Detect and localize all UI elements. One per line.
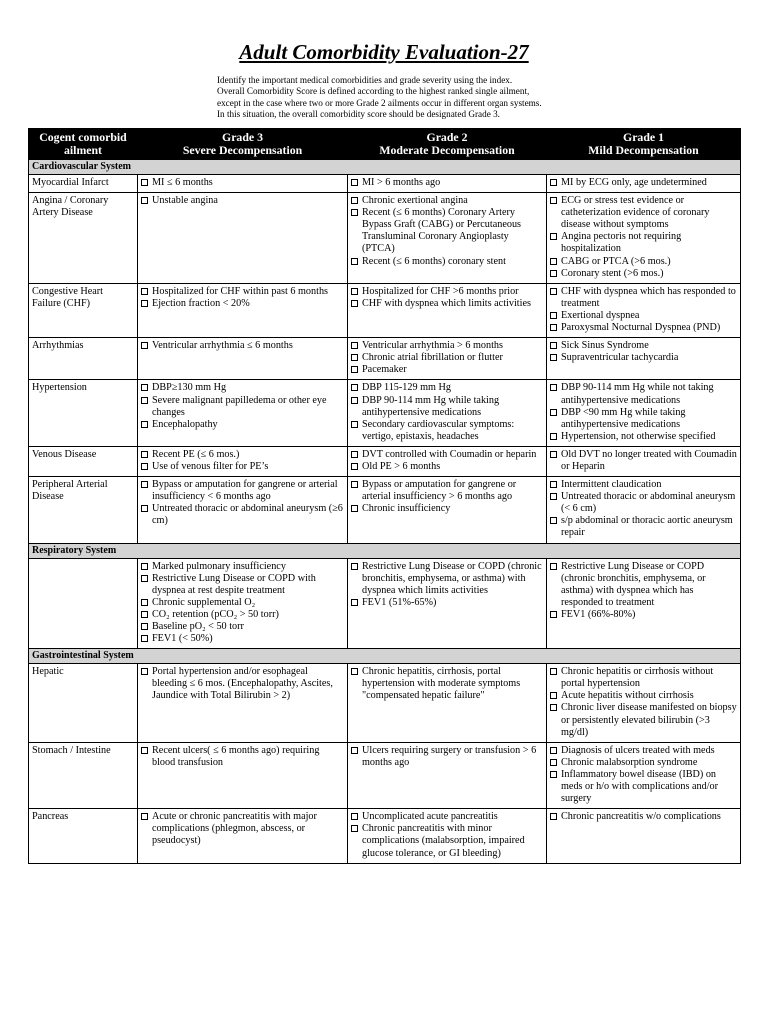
criteria-text: Recent ulcers( ≤ 6 months ago) requiring blood transfusion — [152, 744, 320, 768]
checkbox-icon[interactable] — [141, 384, 148, 391]
criteria-item — [351, 195, 543, 207]
criteria-text: Old DVT no longer treated with Coumadin or Heparin — [561, 448, 737, 472]
criteria-item — [141, 419, 344, 431]
checkbox-icon[interactable] — [550, 288, 557, 295]
checkbox-icon[interactable] — [141, 451, 148, 458]
header-grade-3: Grade 3 Severe Decompensation — [138, 129, 348, 160]
grade-1-cell — [547, 477, 741, 543]
criteria-item — [550, 690, 737, 702]
grade-2-cell — [348, 175, 547, 193]
ailment-name: Hepatic — [29, 664, 138, 743]
header-grade-2: Grade 2 Moderate Decompensation — [348, 129, 547, 160]
section-title: Cardiovascular System — [29, 160, 741, 175]
criteria-text: FEV1 (51%-65%) — [362, 596, 437, 608]
table-row — [29, 558, 741, 649]
checkbox-icon[interactable] — [141, 623, 148, 630]
criteria-item — [550, 340, 737, 352]
criteria-item — [351, 298, 543, 310]
criteria-text: Hospitalized for CHF >6 months prior — [362, 285, 519, 297]
criteria-item — [550, 177, 737, 189]
criteria-text: FEV1 (< 50%) — [152, 633, 213, 645]
criteria-text: Paroxysmal Nocturnal Dyspnea (PND) — [561, 322, 721, 334]
criteria-item — [141, 395, 344, 419]
criteria-text: Hypertension, not otherwise specified — [561, 430, 716, 442]
criteria-text: Inflammatory bowel disease (IBD) on meds or h/o with complications and/or surgery — [561, 768, 719, 805]
criteria-text: Ventricular arrhythmia > 6 months — [362, 340, 503, 352]
checkbox-icon[interactable] — [141, 575, 148, 582]
ailment-name: Congestive Heart Failure (CHF) — [29, 283, 138, 337]
checkbox-icon[interactable] — [550, 517, 557, 524]
section-row — [29, 160, 741, 175]
checkbox-icon[interactable] — [351, 354, 358, 361]
checkbox-icon[interactable] — [351, 179, 358, 186]
table-row — [29, 338, 741, 380]
ailment-name: Stomach / Intestine — [29, 742, 138, 808]
grade-2-cell — [348, 742, 547, 808]
criteria-text: Restrictive Lung Disease or COPD (chronic bronchitis, emphysema, or asthma) with dyspnea which limits activities — [362, 560, 542, 596]
criteria-item — [351, 382, 543, 394]
criteria-item — [550, 745, 737, 757]
checkbox-icon[interactable] — [351, 813, 358, 820]
grade-3-cell — [138, 283, 348, 337]
checkbox-icon[interactable] — [351, 197, 358, 204]
table-row — [29, 193, 741, 284]
criteria-text: Marked pulmonary insufficiency — [152, 560, 286, 572]
criteria-text: CHF with dyspnea which limits activities — [362, 297, 531, 309]
grade-1-cell — [547, 664, 741, 743]
criteria-item — [141, 503, 344, 527]
grade-2-cell — [348, 380, 547, 446]
grade-2-cell — [348, 664, 547, 743]
criteria-item — [141, 633, 344, 645]
checkbox-icon[interactable] — [141, 563, 148, 570]
table-row — [29, 477, 741, 543]
criteria-item — [550, 479, 737, 491]
checkbox-icon[interactable] — [351, 825, 358, 832]
criteria-item — [141, 573, 344, 597]
grade-3-cell — [138, 175, 348, 193]
criteria-text: Chronic hepatitis or cirrhosis without portal hypertension — [561, 666, 714, 690]
criteria-text: Portal hypertension and/or esophageal bleeding ≤ 6 mos. (Encephalopathy, Ascites, Jaundice with Total Bilirubin > 2) — [152, 666, 333, 702]
criteria-text: Secondary cardiovascular symptoms: vertigo, epistaxis, headaches — [362, 418, 515, 442]
ailment-name: Venous Disease — [29, 446, 138, 476]
criteria-item — [550, 491, 737, 515]
intro-line: except in the case where two or more Grade 2 ailments occur in different organ systems. — [217, 97, 542, 108]
criteria-text: Supraventricular tachycardia — [561, 352, 679, 364]
criteria-text: Chronic insufficiency — [362, 503, 451, 515]
checkbox-icon[interactable] — [351, 451, 358, 458]
intro-line: Overall Comorbidity Score is defined according to the highest ranked single ailment, — [217, 86, 530, 97]
checkbox-icon[interactable] — [550, 258, 557, 265]
criteria-text: Restrictive Lung Disease or COPD with dyspnea at rest despite treatment — [152, 572, 316, 596]
checkbox-icon[interactable] — [351, 397, 358, 404]
criteria-text: Restrictive Lung Disease or COPD (chronic bronchitis, emphysema, or asthma) with dyspnea which has responded to treatment — [561, 560, 706, 608]
criteria-item — [550, 195, 737, 231]
criteria-text: Diagnosis of ulcers treated with meds — [561, 744, 715, 756]
criteria-item — [550, 310, 737, 322]
criteria-text: Recent (≤ 6 months) Coronary Artery Bypass Graft (CABG) or Percutaneous Transluminal Coronary Angioplasty (PTCA) — [362, 207, 522, 255]
criteria-item — [141, 811, 344, 847]
checkbox-icon[interactable] — [351, 209, 358, 216]
criteria-item — [351, 352, 543, 364]
criteria-item — [550, 811, 737, 823]
grade-2-cell — [348, 338, 547, 380]
checkbox-icon[interactable] — [141, 300, 148, 307]
criteria-text: Intermittent claudication — [561, 479, 662, 491]
grade-2-cell — [348, 809, 547, 863]
criteria-text: Old PE > 6 months — [362, 460, 441, 472]
criteria-item — [550, 352, 737, 364]
checkbox-icon[interactable] — [141, 635, 148, 642]
criteria-item — [550, 322, 737, 334]
criteria-text: Untreated thoracic or abdominal aneurysm (< 6 cm) — [561, 491, 736, 515]
checkbox-icon[interactable] — [141, 179, 148, 186]
checkbox-icon[interactable] — [141, 463, 148, 470]
ailment-name: Myocardial Infarct — [29, 175, 138, 193]
table-row — [29, 380, 741, 446]
criteria-item — [550, 268, 737, 280]
section-row — [29, 543, 741, 558]
criteria-item — [141, 597, 344, 609]
grade-3-cell — [138, 193, 348, 284]
intro-text — [217, 75, 577, 121]
checkbox-icon[interactable] — [141, 505, 148, 512]
checkbox-icon[interactable] — [351, 342, 358, 349]
criteria-item — [550, 757, 737, 769]
criteria-item — [351, 561, 543, 597]
checkbox-icon[interactable] — [351, 563, 358, 570]
criteria-item — [141, 449, 344, 461]
checkbox-icon[interactable] — [550, 197, 557, 204]
intro-line: In this situation, the overall comorbidity score should be designated Grade 3. — [217, 109, 500, 120]
criteria-item — [550, 449, 737, 473]
checkbox-icon[interactable] — [141, 813, 148, 820]
section-title: Respiratory System — [29, 543, 741, 558]
criteria-item — [141, 177, 344, 189]
criteria-item — [351, 256, 543, 268]
ailment-name: Angina / Coronary Artery Disease — [29, 193, 138, 284]
criteria-text: DBP 115-129 mm Hg — [362, 382, 451, 394]
header-ailment: Cogent comorbid ailment — [29, 129, 138, 160]
intro-line: Identify the important medical comorbidities and grade severity using the index. — [217, 75, 513, 85]
grade-2-cell — [348, 558, 547, 649]
criteria-item — [141, 479, 344, 503]
checkbox-icon[interactable] — [351, 599, 358, 606]
criteria-text: Chronic liver disease manifested on biopsy or persistently elevated bilirubin (>3 mg/dl) — [561, 702, 737, 738]
checkbox-icon[interactable] — [351, 258, 358, 265]
checkbox-icon[interactable] — [351, 366, 358, 373]
header-grade-1: Grade 1 Mild Decompensation — [547, 129, 741, 160]
grade-2-cell — [348, 283, 547, 337]
criteria-text: Recent (≤ 6 months) coronary stent — [362, 255, 506, 267]
grade-2-cell — [348, 446, 547, 476]
checkbox-icon[interactable] — [141, 481, 148, 488]
checkbox-icon[interactable] — [550, 759, 557, 766]
criteria-item — [550, 515, 737, 539]
checkbox-icon[interactable] — [550, 233, 557, 240]
checkbox-icon[interactable] — [550, 324, 557, 331]
criteria-item — [351, 419, 543, 443]
criteria-text: Acute or chronic pancreatitis with major complications (phlegmon, abscess, or pseudocyst) — [152, 811, 317, 847]
criteria-text: Chronic hepatitis, cirrhosis, portal hypertension with moderate symptoms "compensated hepatic failure" — [362, 666, 521, 702]
checkbox-icon[interactable] — [351, 384, 358, 391]
criteria-item — [141, 609, 344, 621]
header-row — [29, 129, 741, 160]
table-row — [29, 175, 741, 193]
table-row — [29, 809, 741, 863]
checkbox-icon[interactable] — [141, 288, 148, 295]
checkbox-icon[interactable] — [141, 611, 148, 618]
criteria-item — [351, 286, 543, 298]
criteria-text: MI > 6 months ago — [362, 177, 441, 188]
grade-3-cell — [138, 742, 348, 808]
checkbox-icon[interactable] — [351, 421, 358, 428]
criteria-item — [351, 479, 543, 503]
criteria-item — [550, 382, 737, 406]
criteria-text: Use of venous filter for PE’s — [152, 460, 269, 472]
checkbox-icon[interactable] — [351, 288, 358, 295]
checkbox-icon[interactable] — [550, 493, 557, 500]
grade-3-cell — [138, 338, 348, 380]
checkbox-icon[interactable] — [351, 463, 358, 470]
checkbox-icon[interactable] — [550, 813, 557, 820]
checkbox-icon[interactable] — [550, 747, 557, 754]
criteria-text: Ventricular arrhythmia ≤ 6 months — [152, 340, 293, 352]
checkbox-icon[interactable] — [550, 270, 557, 277]
ailment-name — [29, 558, 138, 649]
grade-3-cell — [138, 558, 348, 649]
criteria-text: MI ≤ 6 months — [152, 177, 213, 188]
ailment-name: Hypertension — [29, 380, 138, 446]
criteria-text: DBP 90-114 mm Hg while not taking antihypertensive medications — [561, 382, 714, 406]
table-row — [29, 283, 741, 337]
criteria-item — [351, 823, 543, 859]
criteria-item — [141, 286, 344, 298]
criteria-item — [141, 666, 344, 702]
checkbox-icon[interactable] — [550, 704, 557, 711]
criteria-item — [141, 621, 344, 633]
grade-3-cell — [138, 809, 348, 863]
criteria-text: CABG or PTCA (>6 mos.) — [561, 255, 671, 267]
table-row — [29, 446, 741, 476]
criteria-text: Chronic pancreatitis w/o complications — [561, 811, 721, 823]
grade-1-cell — [547, 193, 741, 284]
criteria-item — [141, 745, 344, 769]
checkbox-icon[interactable] — [351, 668, 358, 675]
checkbox-icon[interactable] — [141, 668, 148, 675]
criteria-text: MI by ECG only, age undetermined — [561, 177, 707, 188]
criteria-item — [141, 195, 344, 207]
criteria-item — [141, 461, 344, 473]
criteria-item — [141, 561, 344, 573]
grade-2-cell — [348, 477, 547, 543]
criteria-text: Baseline pO₂ < 50 torr — [152, 621, 244, 632]
ailment-name: Peripheral Arterial Disease — [29, 477, 138, 543]
document-title: Adult Comorbidity Evaluation-27 — [239, 40, 529, 64]
criteria-text: Recent PE (≤ 6 mos.) — [152, 448, 240, 460]
checkbox-icon[interactable] — [550, 179, 557, 186]
checkbox-icon[interactable] — [141, 599, 148, 606]
section-row — [29, 649, 741, 664]
criteria-text: Sick Sinus Syndrome — [561, 340, 649, 352]
criteria-text: Severe malignant papilledema or other eye changes — [152, 394, 327, 418]
criteria-item — [351, 364, 543, 376]
checkbox-icon[interactable] — [550, 342, 557, 349]
checkbox-icon[interactable] — [141, 342, 148, 349]
checkbox-icon[interactable] — [550, 451, 557, 458]
checkbox-icon[interactable] — [550, 433, 557, 440]
grade-1-cell — [547, 742, 741, 808]
criteria-item — [351, 340, 543, 352]
criteria-text: Chronic pancreatitis with minor complications (malabsorption, impaired glucose tolerance, or GI bleeding) — [362, 823, 525, 859]
criteria-text: Encephalopathy — [152, 418, 218, 430]
section-title: Gastrointestinal System — [29, 649, 741, 664]
checkbox-icon[interactable] — [550, 312, 557, 319]
criteria-text: CHF with dyspnea which has responded to treatment — [561, 285, 736, 309]
ailment-name: Pancreas — [29, 809, 138, 863]
criteria-item — [351, 503, 543, 515]
criteria-text: Angina pectoris not requiring hospitalization — [561, 231, 682, 255]
criteria-text: CO₂ retention (pCO₂ > 50 torr) — [152, 608, 279, 620]
grade-2-cell — [348, 193, 547, 284]
checkbox-icon[interactable] — [550, 692, 557, 699]
checkbox-icon[interactable] — [550, 384, 557, 391]
checkbox-icon[interactable] — [550, 611, 557, 618]
criteria-item — [351, 745, 543, 769]
criteria-text: Ejection fraction < 20% — [152, 297, 250, 309]
criteria-item — [141, 340, 344, 352]
criteria-text: s/p abdominal or thoracic aortic aneurysm repair — [561, 515, 733, 539]
criteria-text: Chronic atrial fibrillation or flutter — [362, 352, 503, 364]
checkbox-icon[interactable] — [351, 300, 358, 307]
criteria-item — [550, 256, 737, 268]
criteria-item — [351, 597, 543, 609]
criteria-item — [351, 395, 543, 419]
criteria-item — [550, 609, 737, 621]
criteria-item — [351, 449, 543, 461]
criteria-item — [550, 407, 737, 431]
criteria-text: Bypass or amputation for gangrene or arterial insufficiency > 6 months ago — [362, 479, 517, 503]
criteria-item — [351, 207, 543, 255]
criteria-item — [550, 702, 737, 738]
criteria-text: FEV1 (66%-80%) — [561, 608, 636, 620]
criteria-item — [550, 286, 737, 310]
criteria-text: ECG or stress test evidence or catheterization evidence of coronary disease without symptoms — [561, 195, 710, 231]
table-body — [29, 160, 741, 864]
criteria-item — [550, 431, 737, 443]
ailment-name: Arrhythmias — [29, 338, 138, 380]
checkbox-icon[interactable] — [351, 481, 358, 488]
table-row — [29, 742, 741, 808]
criteria-item — [550, 231, 737, 255]
grade-3-cell — [138, 477, 348, 543]
grade-1-cell — [547, 380, 741, 446]
criteria-item — [141, 298, 344, 310]
criteria-text: Ulcers requiring surgery or transfusion > 6 months ago — [362, 744, 537, 768]
grade-3-cell — [138, 380, 348, 446]
checkbox-icon[interactable] — [351, 505, 358, 512]
criteria-text: Pacemaker — [362, 364, 407, 376]
criteria-item — [550, 561, 737, 609]
criteria-text: Unstable angina — [152, 195, 218, 207]
checkbox-icon[interactable] — [141, 197, 148, 204]
grade-3-cell — [138, 446, 348, 476]
criteria-text: Hospitalized for CHF within past 6 months — [152, 285, 329, 297]
grade-1-cell — [547, 338, 741, 380]
criteria-item — [550, 666, 737, 690]
criteria-text: Coronary stent (>6 mos.) — [561, 267, 664, 279]
criteria-text: DBP <90 mm Hg while taking antihypertensive medications — [561, 406, 686, 430]
comorbidity-table — [28, 128, 741, 864]
criteria-text: Chronic exertional angina — [362, 195, 468, 207]
criteria-text: DBP 90-114 mm Hg while taking antihypertensive medications — [362, 394, 500, 418]
checkbox-icon[interactable] — [141, 397, 148, 404]
checkbox-icon[interactable] — [550, 563, 557, 570]
checkbox-icon[interactable] — [550, 409, 557, 416]
checkbox-icon[interactable] — [550, 481, 557, 488]
criteria-text: Untreated thoracic or abdominal aneurysm (≥6 cm) — [152, 503, 343, 527]
grade-3-cell — [138, 664, 348, 743]
criteria-text: Acute hepatitis without cirrhosis — [561, 690, 694, 702]
checkbox-icon[interactable] — [550, 668, 557, 675]
criteria-text: DBP≥130 mm Hg — [152, 382, 227, 394]
criteria-item — [351, 811, 543, 823]
criteria-text: Chronic supplemental O₂ — [152, 596, 256, 608]
criteria-text: Bypass or amputation for gangrene or arterial insufficiency < 6 months ago — [152, 479, 338, 503]
criteria-item — [351, 666, 543, 702]
grade-1-cell — [547, 558, 741, 649]
criteria-text: Exertional dyspnea — [561, 309, 640, 321]
grade-1-cell — [547, 809, 741, 863]
criteria-text: DVT controlled with Coumadin or heparin — [362, 448, 537, 460]
criteria-text: Chronic malabsorption syndrome — [561, 756, 698, 768]
grade-1-cell — [547, 283, 741, 337]
checkbox-icon[interactable] — [550, 771, 557, 778]
checkbox-icon[interactable] — [550, 354, 557, 361]
checkbox-icon[interactable] — [141, 747, 148, 754]
criteria-item — [351, 177, 543, 189]
grade-1-cell — [547, 175, 741, 193]
grade-1-cell — [547, 446, 741, 476]
criteria-text: Uncomplicated acute pancreatitis — [362, 811, 498, 823]
checkbox-icon[interactable] — [141, 421, 148, 428]
criteria-item — [351, 461, 543, 473]
checkbox-icon[interactable] — [351, 747, 358, 754]
table-row — [29, 664, 741, 743]
criteria-item — [141, 382, 344, 394]
criteria-item — [550, 769, 737, 805]
